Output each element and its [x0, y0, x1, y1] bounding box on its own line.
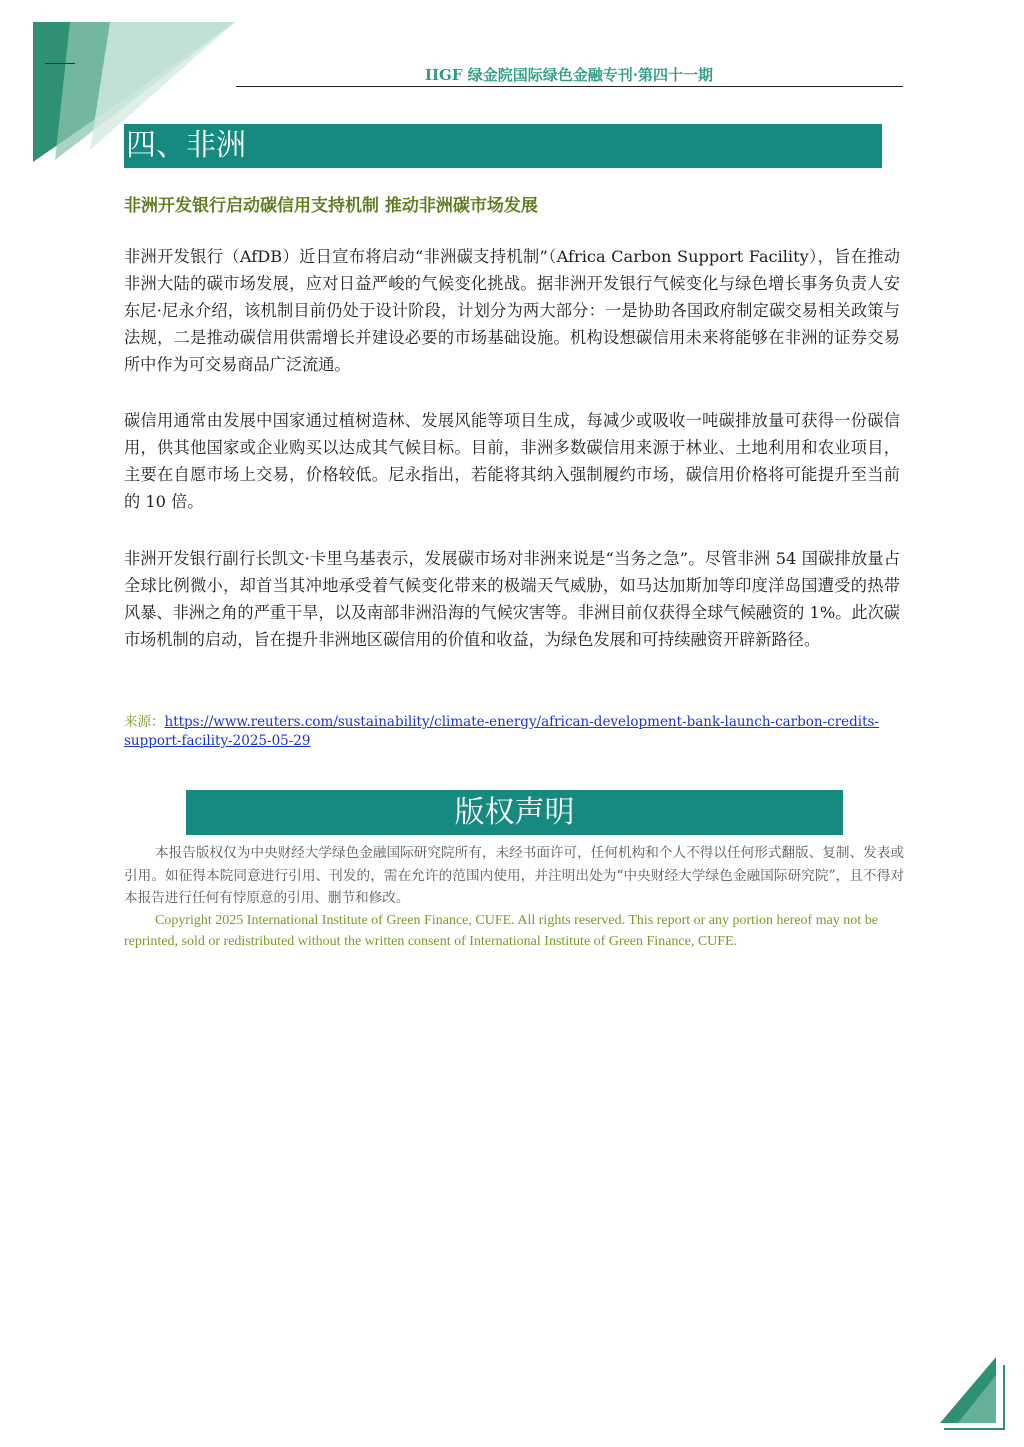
source-label: 来源：	[124, 714, 165, 730]
article-paragraph-2: 碳信用通常由发展中国家通过植树造林、发展风能等项目生成，每减少或吸收一吨碳排放量可获得一份碳信用，供其他国家或企业购买以达成其气候目标。目前，非洲多数碳信用来源于林业、土地利用和农业项目，主要在自愿市场上交易，价格较低。尼永指出，若能将其纳入强制履约市场，碳信用价格将可能提升至当前的 10 倍。	[124, 411, 900, 511]
copyright-notice-en: Copyright 2025 International Institute of Green Finance, CUFE. All rights reserved. This report or any portion hereof may not be reprinted, sold or redistributed without the written consent of International Institute of Green Finance, CUFE.	[124, 913, 878, 949]
copyright-title: 版权声明	[454, 795, 575, 830]
running-header: IIGF 绿金院国际绿色金融专刊·第四十一期	[425, 66, 713, 84]
article-title: 非洲开发银行启动碳信用支持机制 推动非洲碳市场发展	[124, 196, 538, 216]
header-rule	[236, 86, 903, 87]
article-paragraph-1: 非洲开发银行（AfDB）近日宣布将启动“非洲碳支持机制”（Africa Carbon Support Facility），旨在推动非洲大陆的碳市场发展，应对日益严峻的气候变化挑战。据非洲开发银行气候变化与绿色增长事务负责人安东尼·尼永介绍，该机制目前仍处于设计阶段，计划分为两大部分：一是协助各国政府制定碳交易相关政策与法规，二是推动碳信用供需增长并建设必要的市场基础设施。机构设想碳信用未来将能够在非洲的证券交易所中作为可交易商品广泛流通。	[124, 247, 900, 374]
section-banner	[124, 124, 882, 168]
copyright-notice-cn: 本报告版权仅为中央财经大学绿色金融国际研究院所有，未经书面许可，任何机构和个人不得以任何形式翻版、复制、发表或引用。如征得本院同意进行引用、刊发的，需在允许的范围内使用，并注明出处为“中央财经大学绿色金融国际研究院”，且不得对本报告进行任何有悖原意的引用、删节和修改。	[124, 845, 904, 906]
source-link[interactable]: https://www.reuters.com/sustainability/climate-energy/african-development-bank-launch-carbon-credits-support-facility-2025-05-29	[124, 714, 880, 749]
section-title: 四、非洲	[126, 128, 246, 163]
corner-dash	[45, 63, 75, 64]
article-paragraph-3: 非洲开发银行副行长凯文·卡里乌基表示，发展碳市场对非洲来说是“当务之急”。尽管非洲 54 国碳排放量占全球比例微小，却首当其冲地承受着气候变化带来的极端天气威胁，如马达加斯加等印度洋岛国遭受的热带风暴、非洲之角的严重干旱，以及南部非洲沿海的气候灾害等。非洲目前仅获得全球气候融资的 1%。此次碳市场机制的启动，旨在提升非洲地区碳信用的价值和收益，为绿色发展和可持续融资开辟新路径。	[124, 549, 900, 649]
source-line	[124, 713, 884, 751]
copyright-banner	[186, 790, 843, 835]
corner-decoration-bottom-right	[938, 1355, 1010, 1435]
